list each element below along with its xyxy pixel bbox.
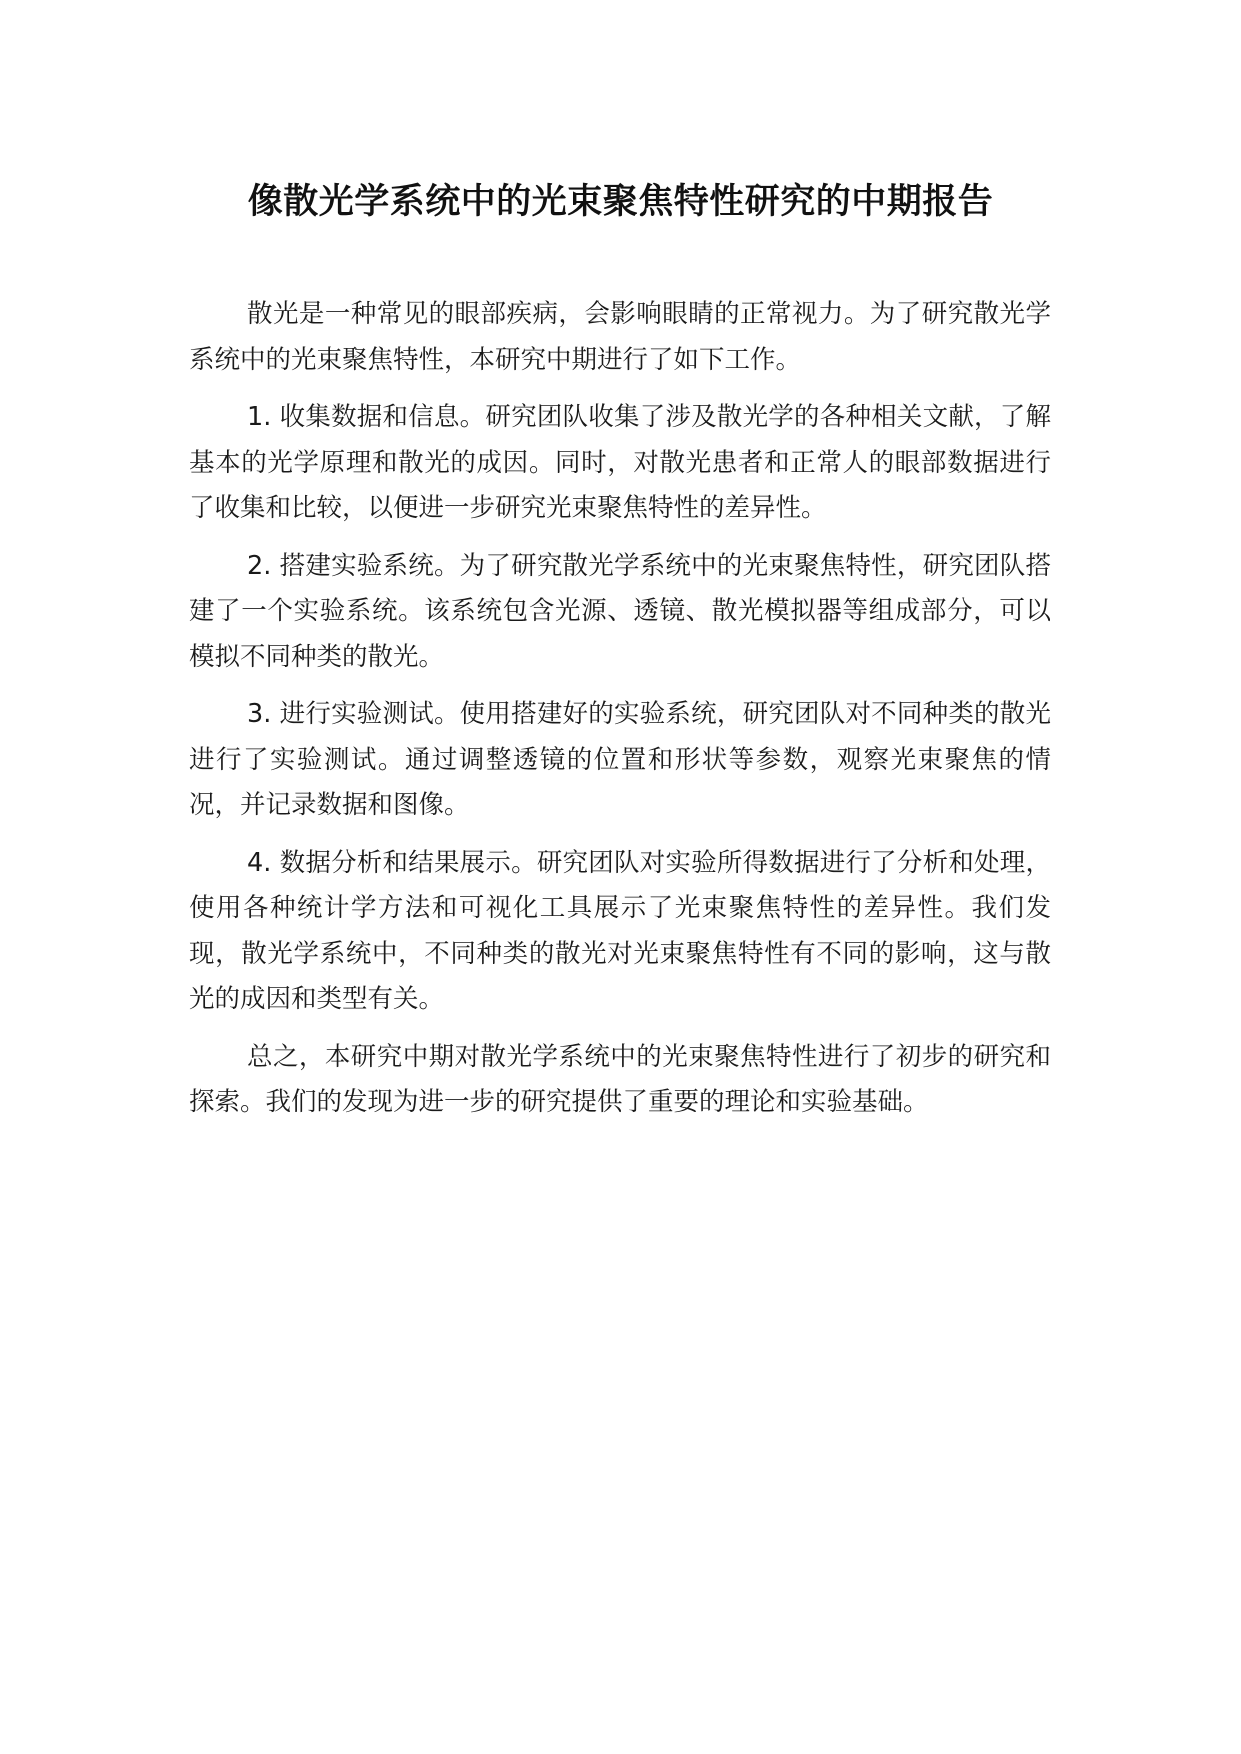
paragraph-item-2: 2. 搭建实验系统。为了研究散光学系统中的光束聚焦特性，研究团队搭建了一个实验系统。该系统包含光源、透镜、散光模拟器等组成部分，可以模拟不同种类的散光。 [189, 550, 1051, 672]
paragraph-item-3: 3. 进行实验测试。使用搭建好的实验系统，研究团队对不同种类的散光进行了实验测试。通过调整透镜的位置和形状等参数，观察光束聚焦的情况，并记录数据和图像。 [189, 699, 1051, 820]
paragraph-item-4: 4. 数据分析和结果展示。研究团队对实验所得数据进行了分析和处理，使用各种统计学方法和可视化工具展示了光束聚焦特性的差异性。我们发现，散光学系统中，不同种类的散光对光束聚焦特性有不同的影响，这与散光的成因和类型有关。 [189, 847, 1051, 1014]
document-title: 像散光学系统中的光束聚焦特性研究的中期报告 [247, 182, 994, 222]
paragraph-conclusion: 总之，本研究中期对散光学系统中的光束聚焦特性进行了初步的研究和探索。我们的发现为进一步的研究提供了重要的理论和实验基础。 [189, 1041, 1051, 1117]
paragraph-item-1: 1. 收集数据和信息。研究团队收集了涉及散光学的各种相关文献，了解基本的光学原理和散光的成因。同时，对散光患者和正常人的眼部数据进行了收集和比较，以便进一步研究光束聚焦特性的差异性。 [189, 402, 1051, 523]
paragraph-intro: 散光是一种常见的眼部疾病，会影响眼睛的正常视力。为了研究散光学系统中的光束聚焦特性，本研究中期进行了如下工作。 [189, 299, 1051, 375]
document-body [189, 292, 1051, 1138]
